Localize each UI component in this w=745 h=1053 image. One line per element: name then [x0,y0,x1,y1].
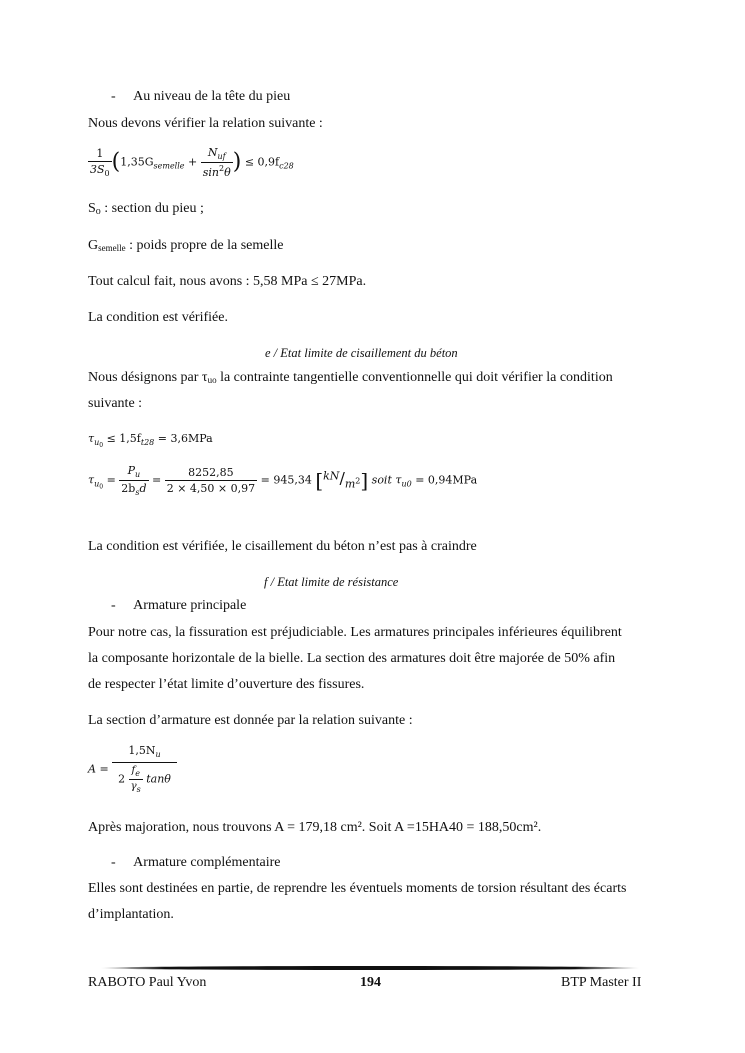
heading-etat-limite-resistance: f / Etat limite de résistance [264,575,399,589]
footer-rule [100,966,640,970]
bullet-label: Armature principale [133,598,247,613]
paragraph-designons-line1: Nous désignons par $\tau_{uo}$ la contrainte tangentielle conventionnelle qui doit vérifier la condition [88,370,613,385]
fraction-one-over-3s0: $\frac{1}{3S_0}$ [90,147,110,178]
paragraph-fissuration-line1: Pour notre cas, la fissuration est préjudiciable. Les armatures principales inférieures équilibrent [88,625,622,640]
bullet-item-armature-complementaire [111,855,281,871]
fraction-pu-over-2bsd: $\frac{P_u}{2b_sd}$ [121,464,147,497]
fraction-nuf-over-sin: $\frac{N_{uf}}{\sin^2\theta}$ [202,146,231,179]
paragraph-designons-line2: suivante : [88,396,143,411]
paragraph-destinees-line1: Elles sont destinées en partie, de reprendre les éventuels moments de torsion résultant des écarts [88,881,627,896]
bullet-dash: - [111,89,116,104]
paragraph-condition-verifiee: La condition est vérifiée. [88,310,228,325]
paragraph-tout-calcul: Tout calcul fait, nous avons : 5,58 MPa ≤ 27MPa. [88,274,367,289]
bullet-dash: - [111,855,116,870]
paragraph-fissuration-line2: la composante horizontale de la bielle. La section des armatures doit être majorée de 50% afin [88,651,616,666]
fraction-armature: $1,5N_u$ 2 $\frac{f_e}{\gamma_s}$ tanθ [112,744,177,794]
heading-etat-limite-cisaillement: e / Etat limite de cisaillement du béton [265,346,458,360]
footer-page-number: 194 [360,975,381,990]
definition-so: $S_o$ : section du pieu ; [88,201,204,217]
bullet-label: Au niveau de la tête du pieu [133,89,291,104]
footer-program: BTP Master II [561,975,642,990]
equation-tau-calc: $\tau_{u0}$ = $\frac{P_u}{2b_sd}$ = $\frac{8252,85}{2 \times 4,50 \times 0,97}$ = 945,34 [kN/m2] soit $\tau_{u0} = 0,94MPa$ [88,464,478,497]
paragraph-cisaillement-ok: La condition est vérifiée, le cisaillement du béton n’est pas à craindre [88,539,477,554]
equation-tau-limit: $\tau_{u0} \le 1,5f_{t28} = 3,6MPa$ [88,432,213,449]
bullet-item-armature-principale [111,598,246,614]
paren-open: ( [111,149,121,175]
paren-close: ) [232,149,242,175]
equation-section-armature: A = $1,5N_u$ 2 $\frac{f_e}{\gamma_s}$ tanθ [88,744,177,794]
bullet-label: Armature complémentaire [133,855,281,870]
paragraph-destinees-line2: d’implantation. [88,907,174,922]
bullet-item-tete-pieu [111,89,290,105]
definition-gsemelle: $G_{semelle}$ : poids propre de la semelle [88,238,284,253]
equation-tete-pieu: $\frac{1}{3S_0}$ ($1,35G_{semelle}$ + $\frac{N_{uf}}{\sin^2\theta}$ ) ≤ $0,9f_{c28}$ [90,146,294,179]
paragraph-fissuration-line3: de respecter l’état limite d’ouverture des fissures. [88,677,365,692]
fraction-numeric: $\frac{8252,85}{2 \times 4,50 \times 0,97}$ [166,466,256,495]
bullet-dash: - [111,598,116,613]
paragraph-apres-majoration: Après majoration, nous trouvons A = 179,18 cm². Soit A =15HA40 = 188,50cm². [88,820,542,835]
paragraph-section-relation: La section d’armature est donnée par la relation suivante : [88,713,413,728]
footer-author: RABOTO Paul Yvon [88,975,207,990]
paragraph-verifier-relation: Nous devons vérifier la relation suivante : [88,116,323,131]
